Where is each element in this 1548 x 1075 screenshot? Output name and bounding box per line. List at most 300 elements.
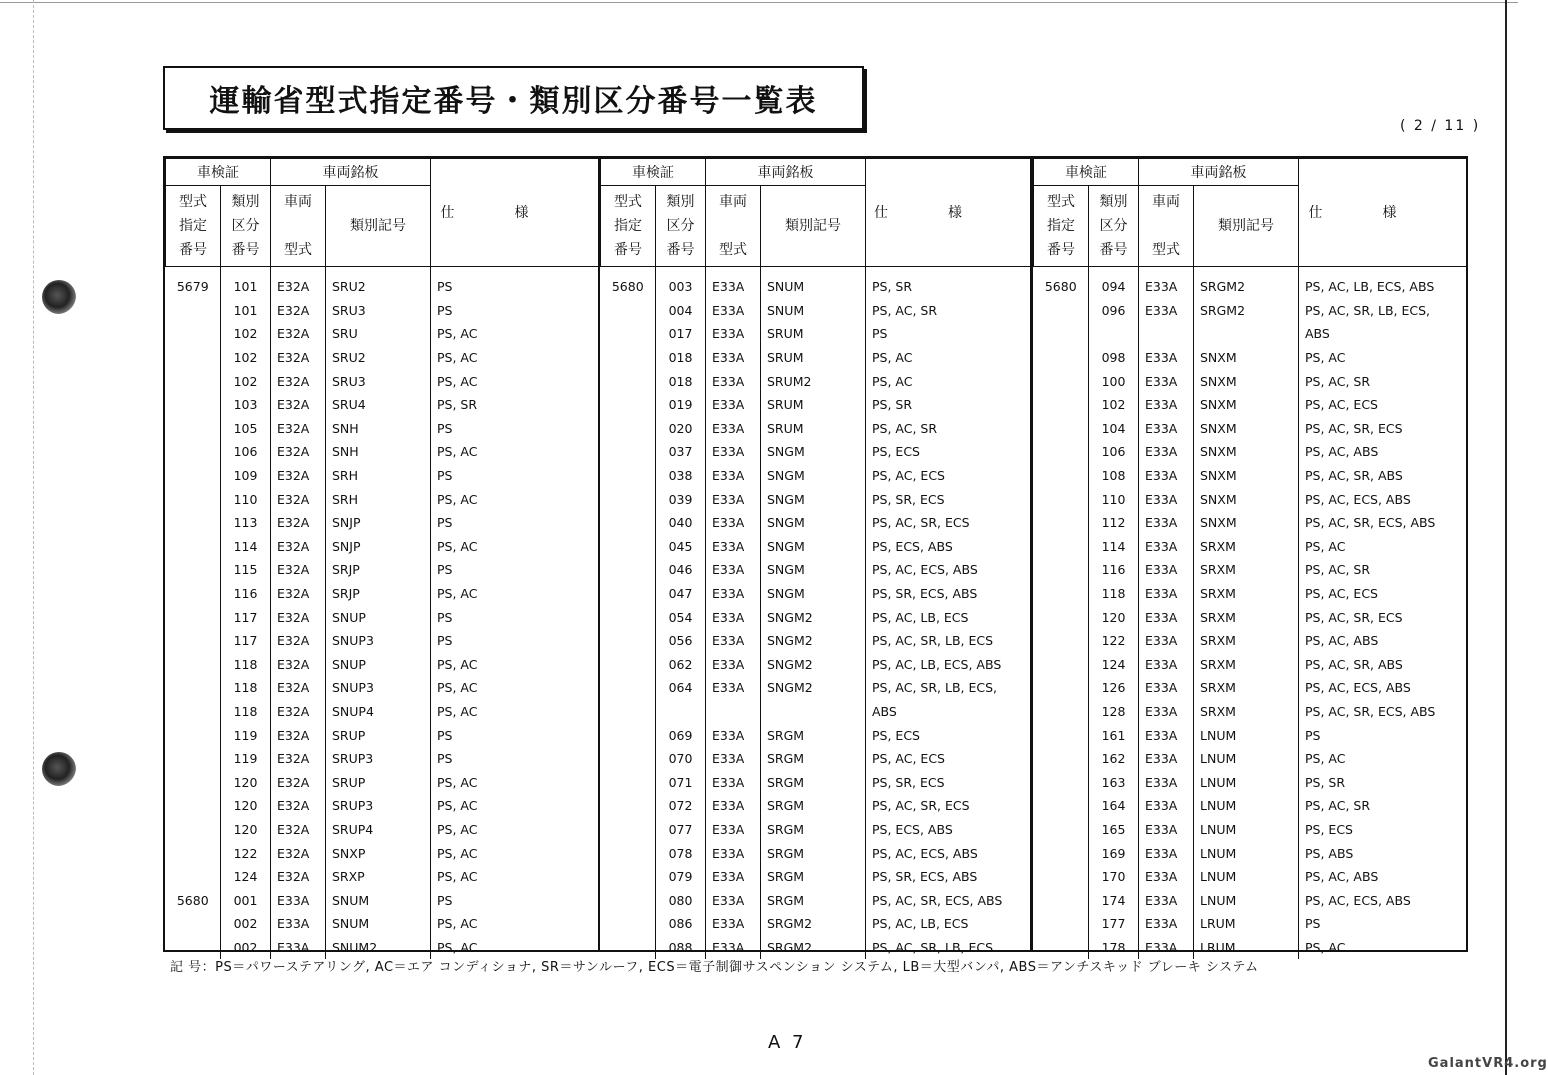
- table-row: [601, 723, 1031, 747]
- katashiki-cell: [166, 417, 221, 441]
- table-row: [166, 770, 599, 794]
- spec-cell: PS, SR, ECS, ABS: [866, 865, 1031, 889]
- spec-cell: PS, AC, ABS: [1299, 629, 1467, 653]
- watermark: GalantVR4.org: [1428, 1056, 1548, 1071]
- katashiki-cell: [166, 369, 221, 393]
- spec-cell: PS, AC: [431, 912, 599, 936]
- katashiki-cell: [1034, 535, 1089, 559]
- table-row: [1034, 487, 1467, 511]
- kigo-cell: SNUP: [326, 653, 431, 677]
- ruibetsu-cell: 101: [221, 299, 271, 323]
- ruibetsu-cell: 165: [1089, 818, 1139, 842]
- katashiki-cell: [1034, 770, 1089, 794]
- ruibetsu-cell: 062: [656, 653, 706, 677]
- spec-cell: PS, SR: [431, 393, 599, 417]
- ruibetsu-cell: 118: [221, 676, 271, 700]
- table-row: [601, 747, 1031, 771]
- table-row: [1034, 393, 1467, 417]
- spec-cell: PS, AC: [431, 676, 599, 700]
- sharyo-cell: E33A: [1139, 841, 1194, 865]
- sharyo-cell: E33A: [1139, 605, 1194, 629]
- table-row: [166, 322, 599, 346]
- katashiki-cell: [1034, 582, 1089, 606]
- sharyo-cell: E33A: [706, 322, 761, 346]
- spec-cell: PS, AC, ECS: [1299, 393, 1467, 417]
- kigo-cell: SNGM: [761, 511, 866, 535]
- sharyo-cell: E33A: [706, 464, 761, 488]
- ruibetsu-cell: 094: [1089, 267, 1139, 299]
- kigo-cell: SRGM2: [1194, 267, 1299, 299]
- header-ruibetsu-kigo: 類別記号: [761, 186, 866, 267]
- katashiki-cell: [166, 700, 221, 724]
- ruibetsu-cell: 004: [656, 299, 706, 323]
- spec-cell: PS, AC: [431, 818, 599, 842]
- sharyo-cell: E33A: [706, 865, 761, 889]
- header-sharyo: 車両 型式: [706, 186, 761, 267]
- table-row: [601, 676, 1031, 700]
- kigo-cell: LRUM: [1194, 936, 1299, 960]
- sharyo-cell: E32A: [271, 605, 326, 629]
- table-row: [1034, 511, 1467, 535]
- kigo-cell: SRU3: [326, 299, 431, 323]
- sharyo-cell: E32A: [271, 841, 326, 865]
- table-row: [601, 770, 1031, 794]
- kigo-cell: SNGM: [761, 440, 866, 464]
- kigo-cell: SRXM: [1194, 676, 1299, 700]
- header-sharyo: 車両 型式: [1139, 186, 1194, 267]
- spec-cell: PS, AC, ECS: [1299, 582, 1467, 606]
- spec-cell: PS: [431, 511, 599, 535]
- spec-cell: PS, AC: [866, 346, 1031, 370]
- ruibetsu-cell: 038: [656, 464, 706, 488]
- spec-cell: PS, AC: [1299, 936, 1467, 960]
- ruibetsu-cell: 104: [1089, 417, 1139, 441]
- spec-table: [165, 158, 599, 959]
- table-row: [166, 818, 599, 842]
- katashiki-cell: [1034, 865, 1089, 889]
- ruibetsu-cell: [1089, 322, 1139, 346]
- spec-cell: PS, AC: [431, 653, 599, 677]
- spec-cell: PS: [431, 417, 599, 441]
- spec-cell: PS, ECS, ABS: [866, 535, 1031, 559]
- ruibetsu-cell: 102: [1089, 393, 1139, 417]
- sharyo-cell: E33A: [706, 346, 761, 370]
- kigo-cell: SNGM2: [761, 676, 866, 700]
- ruibetsu-cell: 056: [656, 629, 706, 653]
- katashiki-cell: [601, 299, 656, 323]
- sharyo-cell: E33A: [706, 299, 761, 323]
- table-row: [601, 346, 1031, 370]
- kigo-cell: SNUP: [326, 605, 431, 629]
- katashiki-cell: [1034, 558, 1089, 582]
- ruibetsu-cell: 177: [1089, 912, 1139, 936]
- table-row: [601, 417, 1031, 441]
- katashiki-cell: [601, 440, 656, 464]
- ruibetsu-cell: 122: [221, 841, 271, 865]
- kigo-cell: LNUM: [1194, 888, 1299, 912]
- sharyo-cell: E33A: [706, 582, 761, 606]
- spec-cell: PS, AC, ECS, ABS: [866, 558, 1031, 582]
- table-row: [601, 299, 1031, 323]
- table-row: [1034, 818, 1467, 842]
- table-row: [1034, 535, 1467, 559]
- kigo-cell: SRGM2: [761, 936, 866, 960]
- kigo-cell: LNUM: [1194, 865, 1299, 889]
- kigo-cell: SNH: [326, 440, 431, 464]
- sharyo-cell: E33A: [706, 629, 761, 653]
- ruibetsu-cell: 071: [656, 770, 706, 794]
- sharyo-cell: E33A: [271, 912, 326, 936]
- table-row: [1034, 464, 1467, 488]
- sharyo-cell: E32A: [271, 322, 326, 346]
- table-row: [166, 582, 599, 606]
- sharyo-cell: E33A: [1139, 582, 1194, 606]
- table-row: [601, 605, 1031, 629]
- kigo-cell: SRGM: [761, 888, 866, 912]
- katashiki-cell: [601, 723, 656, 747]
- ruibetsu-cell: 110: [221, 487, 271, 511]
- spec-cell: PS, AC, SR, LB, ECS,: [866, 676, 1031, 700]
- table-row: [601, 267, 1031, 299]
- ruibetsu-cell: 122: [1089, 629, 1139, 653]
- table-row: [1034, 747, 1467, 771]
- katashiki-cell: [1034, 653, 1089, 677]
- ruibetsu-cell: 120: [1089, 605, 1139, 629]
- spec-cell: PS, AC, SR: [1299, 558, 1467, 582]
- ruibetsu-cell: 019: [656, 393, 706, 417]
- kigo-cell: SRUP4: [326, 818, 431, 842]
- katashiki-cell: [166, 464, 221, 488]
- katashiki-cell: [166, 299, 221, 323]
- sharyo-cell: E33A: [1139, 464, 1194, 488]
- spec-cell: PS, SR: [866, 267, 1031, 299]
- sharyo-cell: E32A: [271, 393, 326, 417]
- kigo-cell: SNUM: [761, 267, 866, 299]
- spec-cell: PS, AC: [431, 865, 599, 889]
- spec-cell: PS, AC, ECS, ABS: [1299, 676, 1467, 700]
- spec-cell: PS, AC: [431, 794, 599, 818]
- table-row: [601, 912, 1031, 936]
- header-shiyou: 仕様: [431, 159, 599, 267]
- sharyo-cell: E33A: [1139, 535, 1194, 559]
- katashiki-cell: [601, 322, 656, 346]
- ruibetsu-cell: 169: [1089, 841, 1139, 865]
- katashiki-cell: [1034, 487, 1089, 511]
- katashiki-cell: [166, 818, 221, 842]
- ruibetsu-cell: 102: [221, 369, 271, 393]
- sharyo-cell: E32A: [271, 629, 326, 653]
- kigo-cell: SNGM: [761, 535, 866, 559]
- sharyo-cell: E32A: [271, 818, 326, 842]
- table-row: [166, 417, 599, 441]
- katashiki-cell: [166, 747, 221, 771]
- kigo-cell: SNXM: [1194, 487, 1299, 511]
- ruibetsu-cell: 054: [656, 605, 706, 629]
- katashiki-cell: [601, 535, 656, 559]
- table-row: [601, 865, 1031, 889]
- table-row: [166, 700, 599, 724]
- katashiki-cell: [601, 487, 656, 511]
- ruibetsu-cell: [656, 700, 706, 724]
- kigo-cell: SRGM: [761, 770, 866, 794]
- katashiki-cell: [1034, 393, 1089, 417]
- ruibetsu-cell: 178: [1089, 936, 1139, 960]
- kigo-cell: SRUM2: [761, 369, 866, 393]
- kigo-cell: SNXM: [1194, 464, 1299, 488]
- spec-cell: PS, AC, SR: [1299, 794, 1467, 818]
- kigo-cell: SNGM2: [761, 629, 866, 653]
- sharyo-cell: E32A: [271, 794, 326, 818]
- ruibetsu-cell: 002: [221, 912, 271, 936]
- table-row: [1034, 267, 1467, 299]
- ruibetsu-cell: 047: [656, 582, 706, 606]
- table-row: [601, 888, 1031, 912]
- table-row: [1034, 558, 1467, 582]
- table-row: [1034, 770, 1467, 794]
- ruibetsu-cell: 078: [656, 841, 706, 865]
- table-row: [601, 535, 1031, 559]
- table-row: [166, 653, 599, 677]
- sharyo-cell: E32A: [271, 487, 326, 511]
- katashiki-cell: [1034, 299, 1089, 323]
- katashiki-cell: 5680: [1044, 279, 1077, 295]
- page-top-edge: [0, 2, 1518, 3]
- table-row: [166, 841, 599, 865]
- table-row: [1034, 322, 1467, 346]
- table-row: [166, 558, 599, 582]
- katashiki-cell: [1034, 818, 1089, 842]
- sharyo-cell: E33A: [706, 936, 761, 960]
- kigo-cell: [1194, 322, 1299, 346]
- page-title: [163, 66, 864, 130]
- kigo-cell: SRH: [326, 487, 431, 511]
- kigo-cell: SNGM: [761, 582, 866, 606]
- katashiki-cell: [601, 582, 656, 606]
- kigo-cell: LRUM: [1194, 912, 1299, 936]
- spec-cell: PS, SR: [866, 393, 1031, 417]
- spec-cell: PS, AC, SR, LB, ECS: [866, 629, 1031, 653]
- katashiki-cell: [1034, 322, 1089, 346]
- table-row: [1034, 865, 1467, 889]
- spec-cell: PS, SR, ECS: [866, 770, 1031, 794]
- table-row: [166, 912, 599, 936]
- ruibetsu-cell: 045: [656, 535, 706, 559]
- katashiki-cell: [601, 393, 656, 417]
- katashiki-cell: 5680: [611, 279, 644, 295]
- kigo-cell: SNUP3: [326, 629, 431, 653]
- header-ruibetsu-kigo: 類別記号: [326, 186, 431, 267]
- spec-cell: ABS: [1299, 322, 1467, 346]
- sharyo-cell: E33A: [706, 676, 761, 700]
- kigo-cell: SNJP: [326, 535, 431, 559]
- katashiki-cell: [1034, 723, 1089, 747]
- table-row: [601, 841, 1031, 865]
- kigo-cell: SRUP: [326, 723, 431, 747]
- katashiki-cell: [1034, 629, 1089, 653]
- kigo-cell: SNXM: [1194, 417, 1299, 441]
- table-row: [601, 440, 1031, 464]
- katashiki-cell: [166, 770, 221, 794]
- katashiki-cell: [166, 346, 221, 370]
- table-row: [1034, 912, 1467, 936]
- table-row: [166, 393, 599, 417]
- katashiki-cell: [1034, 464, 1089, 488]
- spec-cell: PS, AC, SR, LB, ECS: [866, 936, 1031, 960]
- katashiki-cell: [1034, 676, 1089, 700]
- table-row: [166, 794, 599, 818]
- ruibetsu-cell: 106: [1089, 440, 1139, 464]
- kigo-cell: SRGM: [761, 794, 866, 818]
- katashiki-cell: [166, 653, 221, 677]
- sharyo-cell: [1139, 322, 1194, 346]
- table-row: [166, 605, 599, 629]
- table-panel-3: [1031, 156, 1468, 955]
- ruibetsu-cell: 118: [1089, 582, 1139, 606]
- kigo-cell: SRXM: [1194, 700, 1299, 724]
- spec-cell: PS: [431, 558, 599, 582]
- header-katashiki: 型式 指定 番号: [166, 186, 221, 267]
- kigo-cell: SRGM2: [1194, 299, 1299, 323]
- table-row: [1034, 440, 1467, 464]
- kigo-cell: LNUM: [1194, 841, 1299, 865]
- ruibetsu-cell: 108: [1089, 464, 1139, 488]
- header-shakensho: 車検証: [166, 159, 271, 186]
- ruibetsu-cell: 100: [1089, 369, 1139, 393]
- kigo-cell: SRUP3: [326, 747, 431, 771]
- katashiki-cell: [166, 676, 221, 700]
- sharyo-cell: E32A: [271, 676, 326, 700]
- ruibetsu-cell: 162: [1089, 747, 1139, 771]
- page-right-edge: [1505, 0, 1507, 1075]
- ruibetsu-cell: 113: [221, 511, 271, 535]
- table-row: [601, 487, 1031, 511]
- table-row: [166, 865, 599, 889]
- sharyo-cell: E33A: [1139, 676, 1194, 700]
- sharyo-cell: E33A: [1139, 629, 1194, 653]
- header-meiban: 車両銘板: [706, 159, 866, 186]
- ruibetsu-cell: 161: [1089, 723, 1139, 747]
- spec-cell: PS, AC: [431, 841, 599, 865]
- kigo-cell: SNUM: [326, 888, 431, 912]
- katashiki-cell: [601, 865, 656, 889]
- sharyo-cell: E32A: [271, 440, 326, 464]
- kigo-cell: SRXP: [326, 865, 431, 889]
- sharyo-cell: E32A: [271, 464, 326, 488]
- kigo-cell: SNUM: [326, 912, 431, 936]
- kigo-cell: SRGM: [761, 818, 866, 842]
- sharyo-cell: E33A: [706, 393, 761, 417]
- kigo-cell: SRU4: [326, 393, 431, 417]
- ruibetsu-cell: 037: [656, 440, 706, 464]
- header-shakensho: 車検証: [1034, 159, 1139, 186]
- sharyo-cell: E32A: [271, 723, 326, 747]
- ruibetsu-cell: 114: [1089, 535, 1139, 559]
- spec-cell: PS, AC: [1299, 747, 1467, 771]
- sharyo-cell: E33A: [706, 511, 761, 535]
- spec-cell: PS: [866, 322, 1031, 346]
- table-row: [1034, 369, 1467, 393]
- spec-cell: PS, ECS: [866, 723, 1031, 747]
- sharyo-cell: E33A: [706, 747, 761, 771]
- table-row: [601, 700, 1031, 724]
- spec-cell: PS, AC: [431, 440, 599, 464]
- table-row: [166, 464, 599, 488]
- ruibetsu-cell: 096: [1089, 299, 1139, 323]
- katashiki-cell: [1034, 841, 1089, 865]
- spec-cell: PS, AC, LB, ECS: [866, 605, 1031, 629]
- ruibetsu-cell: 117: [221, 629, 271, 653]
- sharyo-cell: E33A: [1139, 912, 1194, 936]
- spec-cell: PS, AC, SR: [1299, 369, 1467, 393]
- katashiki-cell: [166, 535, 221, 559]
- ruibetsu-cell: 114: [221, 535, 271, 559]
- sharyo-cell: E33A: [706, 487, 761, 511]
- ruibetsu-cell: 164: [1089, 794, 1139, 818]
- sharyo-cell: E32A: [271, 267, 326, 299]
- ruibetsu-cell: 086: [656, 912, 706, 936]
- ruibetsu-cell: 124: [1089, 653, 1139, 677]
- ruibetsu-cell: 064: [656, 676, 706, 700]
- spec-cell: PS, AC, SR, ABS: [1299, 464, 1467, 488]
- table-row: [1034, 346, 1467, 370]
- katashiki-cell: [166, 723, 221, 747]
- katashiki-cell: [601, 912, 656, 936]
- sharyo-cell: E32A: [271, 865, 326, 889]
- ruibetsu-cell: 088: [656, 936, 706, 960]
- kigo-cell: SNXM: [1194, 393, 1299, 417]
- spec-cell: PS, AC: [431, 936, 599, 960]
- kigo-cell: SNXP: [326, 841, 431, 865]
- sharyo-cell: E33A: [706, 653, 761, 677]
- ruibetsu-cell: 120: [221, 770, 271, 794]
- table-row: [166, 888, 599, 912]
- table-row: [166, 369, 599, 393]
- katashiki-cell: [1034, 605, 1089, 629]
- sharyo-cell: E33A: [1139, 700, 1194, 724]
- kigo-cell: SNUM2: [326, 936, 431, 960]
- katashiki-cell: [601, 558, 656, 582]
- kigo-cell: SRXM: [1194, 605, 1299, 629]
- ruibetsu-cell: 174: [1089, 888, 1139, 912]
- sharyo-cell: E33A: [706, 770, 761, 794]
- table-row: [601, 794, 1031, 818]
- kigo-cell: SNXM: [1194, 369, 1299, 393]
- ruibetsu-cell: 117: [221, 605, 271, 629]
- katashiki-cell: [601, 605, 656, 629]
- table-row: [601, 629, 1031, 653]
- ruibetsu-cell: 110: [1089, 487, 1139, 511]
- sharyo-cell: E33A: [706, 369, 761, 393]
- spec-cell: PS, AC, ECS, ABS: [1299, 487, 1467, 511]
- kigo-cell: LNUM: [1194, 818, 1299, 842]
- table-row: [601, 322, 1031, 346]
- sharyo-cell: E32A: [271, 653, 326, 677]
- spec-cell: PS, AC, LB, ECS, ABS: [1299, 267, 1467, 299]
- kigo-cell: SRXM: [1194, 653, 1299, 677]
- header-ruibetsu-kigo: 類別記号: [1194, 186, 1299, 267]
- kigo-cell: LNUM: [1194, 794, 1299, 818]
- table-row: [1034, 605, 1467, 629]
- sharyo-cell: E33A: [271, 936, 326, 960]
- katashiki-cell: [166, 487, 221, 511]
- table-row: [166, 267, 599, 299]
- spec-cell: PS, SR, ECS: [866, 487, 1031, 511]
- ruibetsu-cell: 116: [1089, 558, 1139, 582]
- spec-cell: PS, AC: [1299, 535, 1467, 559]
- kigo-cell: SRUP3: [326, 794, 431, 818]
- spec-cell: PS, AC, SR, ECS: [1299, 605, 1467, 629]
- katashiki-cell: [166, 511, 221, 535]
